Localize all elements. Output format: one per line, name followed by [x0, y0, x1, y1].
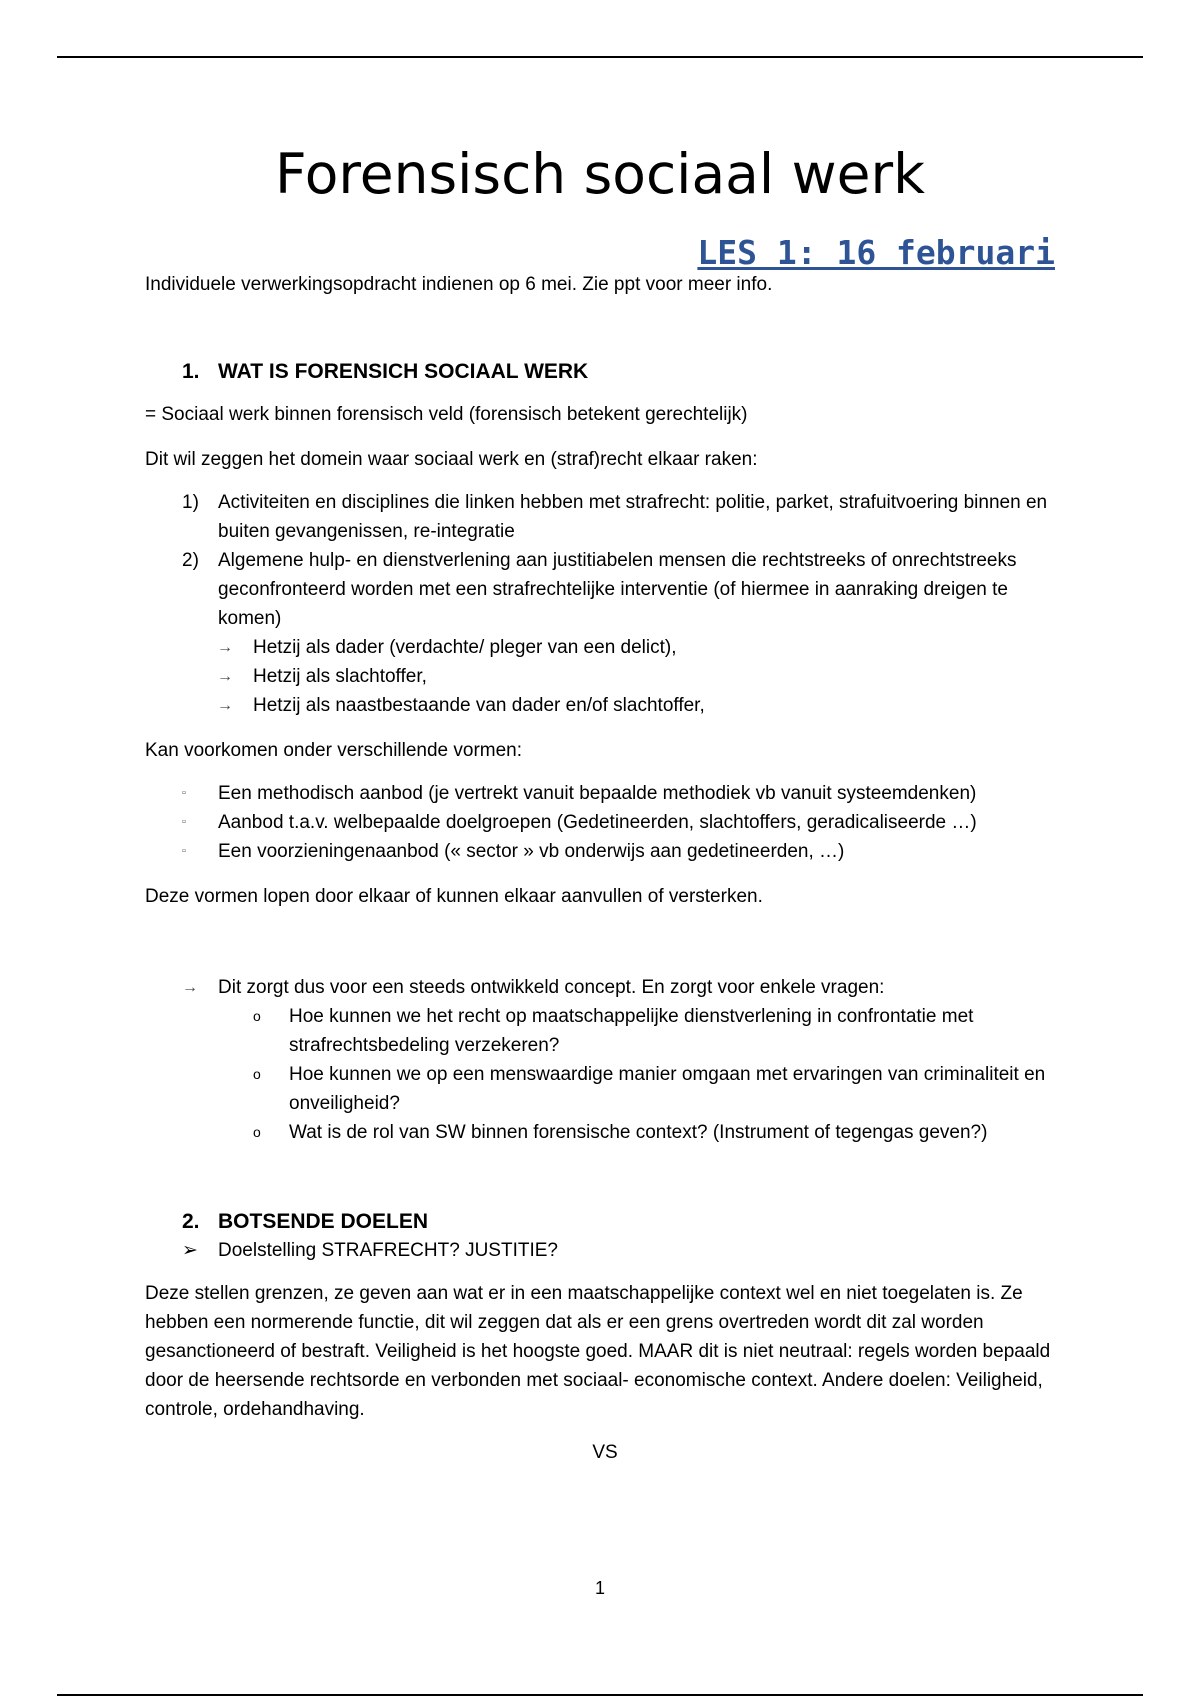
arrowhead-bullet-icon: ➢: [182, 1240, 198, 1261]
list-number: 2): [182, 550, 199, 571]
list-item: [145, 488, 1065, 546]
list-item: [145, 662, 1065, 691]
domain-paragraph: Dit wil zeggen het domein waar sociaal werk en (straf)recht elkaar raken:: [145, 449, 758, 470]
list-item-text: Hetzij als naastbestaande van dader en/of slachtoffer,: [253, 695, 705, 716]
arrow-icon: →: [182, 979, 198, 996]
list-item-text: Doelstelling STRAFRECHT? JUSTITIE?: [218, 1240, 558, 1261]
list-item: [145, 1060, 1065, 1118]
arrow-icon: →: [217, 668, 233, 685]
list-item-text: Een voorzieningenaanbod (« sector » vb onderwijs aan gedetineerden, …): [218, 841, 845, 862]
square-bullet-icon: ▫: [182, 816, 186, 828]
list-item-text: Hetzij als slachtoffer,: [253, 666, 427, 687]
list-item: [145, 1002, 1065, 1060]
section-title: BOTSENDE DOELEN: [218, 1210, 429, 1233]
circle-bullet-icon: o: [253, 1124, 261, 1140]
list-item-text: Een methodisch aanbod (je vertrekt vanuit bepaalde methodiek vb vanuit systeemdenken): [218, 783, 977, 804]
list-item: [145, 633, 1065, 662]
list-item-text: Wat is de rol van SW binnen forensische context? (Instrument of tegengas geven?): [289, 1122, 988, 1143]
list-number: 1): [182, 492, 199, 513]
list-item-text: Hoe kunnen we op een menswaardige manier omgaan met ervaringen van criminaliteit en onveiligheid?: [289, 1064, 1046, 1114]
section-1-heading: [182, 357, 1065, 386]
list-item-text: Hetzij als dader (verdachte/ pleger van een delict),: [253, 637, 677, 658]
list-item: [145, 973, 1065, 1002]
arrow-icon: →: [217, 697, 233, 714]
list-item-text: Activiteiten en disciplines die linken hebben met strafrecht: politie, parket, strafuitvoering binnen en buiten gevangenissen, re-integratie: [218, 492, 1048, 542]
bottom-rule: [57, 1694, 1143, 1696]
page-number: 1: [594, 1578, 605, 1598]
list-item-text: Dit zorgt dus voor een steeds ontwikkeld concept. En zorgt voor enkele vragen:: [218, 977, 885, 998]
list-item: [145, 808, 1065, 837]
circle-bullet-icon: o: [253, 1066, 261, 1082]
versus-label: VS: [592, 1442, 618, 1463]
list-item: [145, 837, 1065, 866]
square-bullet-icon: ▫: [182, 845, 186, 857]
document-title: Forensisch sociaal werk: [275, 142, 925, 206]
list-item: [145, 1236, 1065, 1265]
circle-bullet-icon: o: [253, 1008, 261, 1024]
list-item-text: Hoe kunnen we het recht op maatschappelijke dienstverlening in confrontatie met strafrechtsbedeling verzekeren?: [289, 1006, 974, 1056]
section-title: WAT IS FORENSICH SOCIAAL WERK: [218, 360, 589, 383]
list-item-text: Aanbod t.a.v. welbepaalde doelgroepen (Gedetineerden, slachtoffers, geradicaliseerde …): [218, 812, 977, 833]
top-rule: [57, 56, 1143, 58]
list-item: [145, 691, 1065, 720]
forms-intro: Kan voorkomen onder verschillende vormen:: [145, 740, 523, 761]
goals-paragraph: Deze stellen grenzen, ze geven aan wat er in een maatschappelijke context wel en niet toegelaten is. Ze hebben een normerende functie, dit wil zeggen dat als er een grens overtreden wordt dit zal worden gesanctioneerd of bestraft. Veiligheid is het hoogste goed. MAAR dit is niet neutraal: regels worden bepaald door de heersende rechtsorde en verbonden met sociaal- economische context. Andere doelen: Veiligheid, controle, ordehandhaving.: [145, 1283, 1051, 1420]
definition-paragraph: = Sociaal werk binnen forensisch veld (forensisch betekent gerechtelijk): [145, 404, 748, 425]
section-number: 2.: [182, 1210, 200, 1233]
arrow-icon: →: [217, 639, 233, 656]
forms-outro: Deze vormen lopen door elkaar of kunnen elkaar aanvullen of versterken.: [145, 886, 763, 907]
list-item: [145, 1118, 1065, 1147]
document-body: [145, 270, 1065, 1467]
list-item-text: Algemene hulp- en dienstverlening aan justitiabelen mensen die rechtstreeks of onrechtstreeks geconfronteerd worden met een strafrechtelijke interventie (of hiermee in aanraking dreigen te komen): [218, 550, 1017, 629]
square-bullet-icon: ▫: [182, 787, 186, 799]
list-item: [145, 546, 1065, 633]
section-2-heading: [182, 1207, 1065, 1236]
section-number: 1.: [182, 360, 200, 383]
intro-paragraph: Individuele verwerkingsopdracht indienen op 6 mei. Zie ppt voor meer info.: [145, 274, 773, 295]
list-item: [145, 779, 1065, 808]
lesson-heading: LES 1: 16 februari: [697, 233, 1055, 272]
